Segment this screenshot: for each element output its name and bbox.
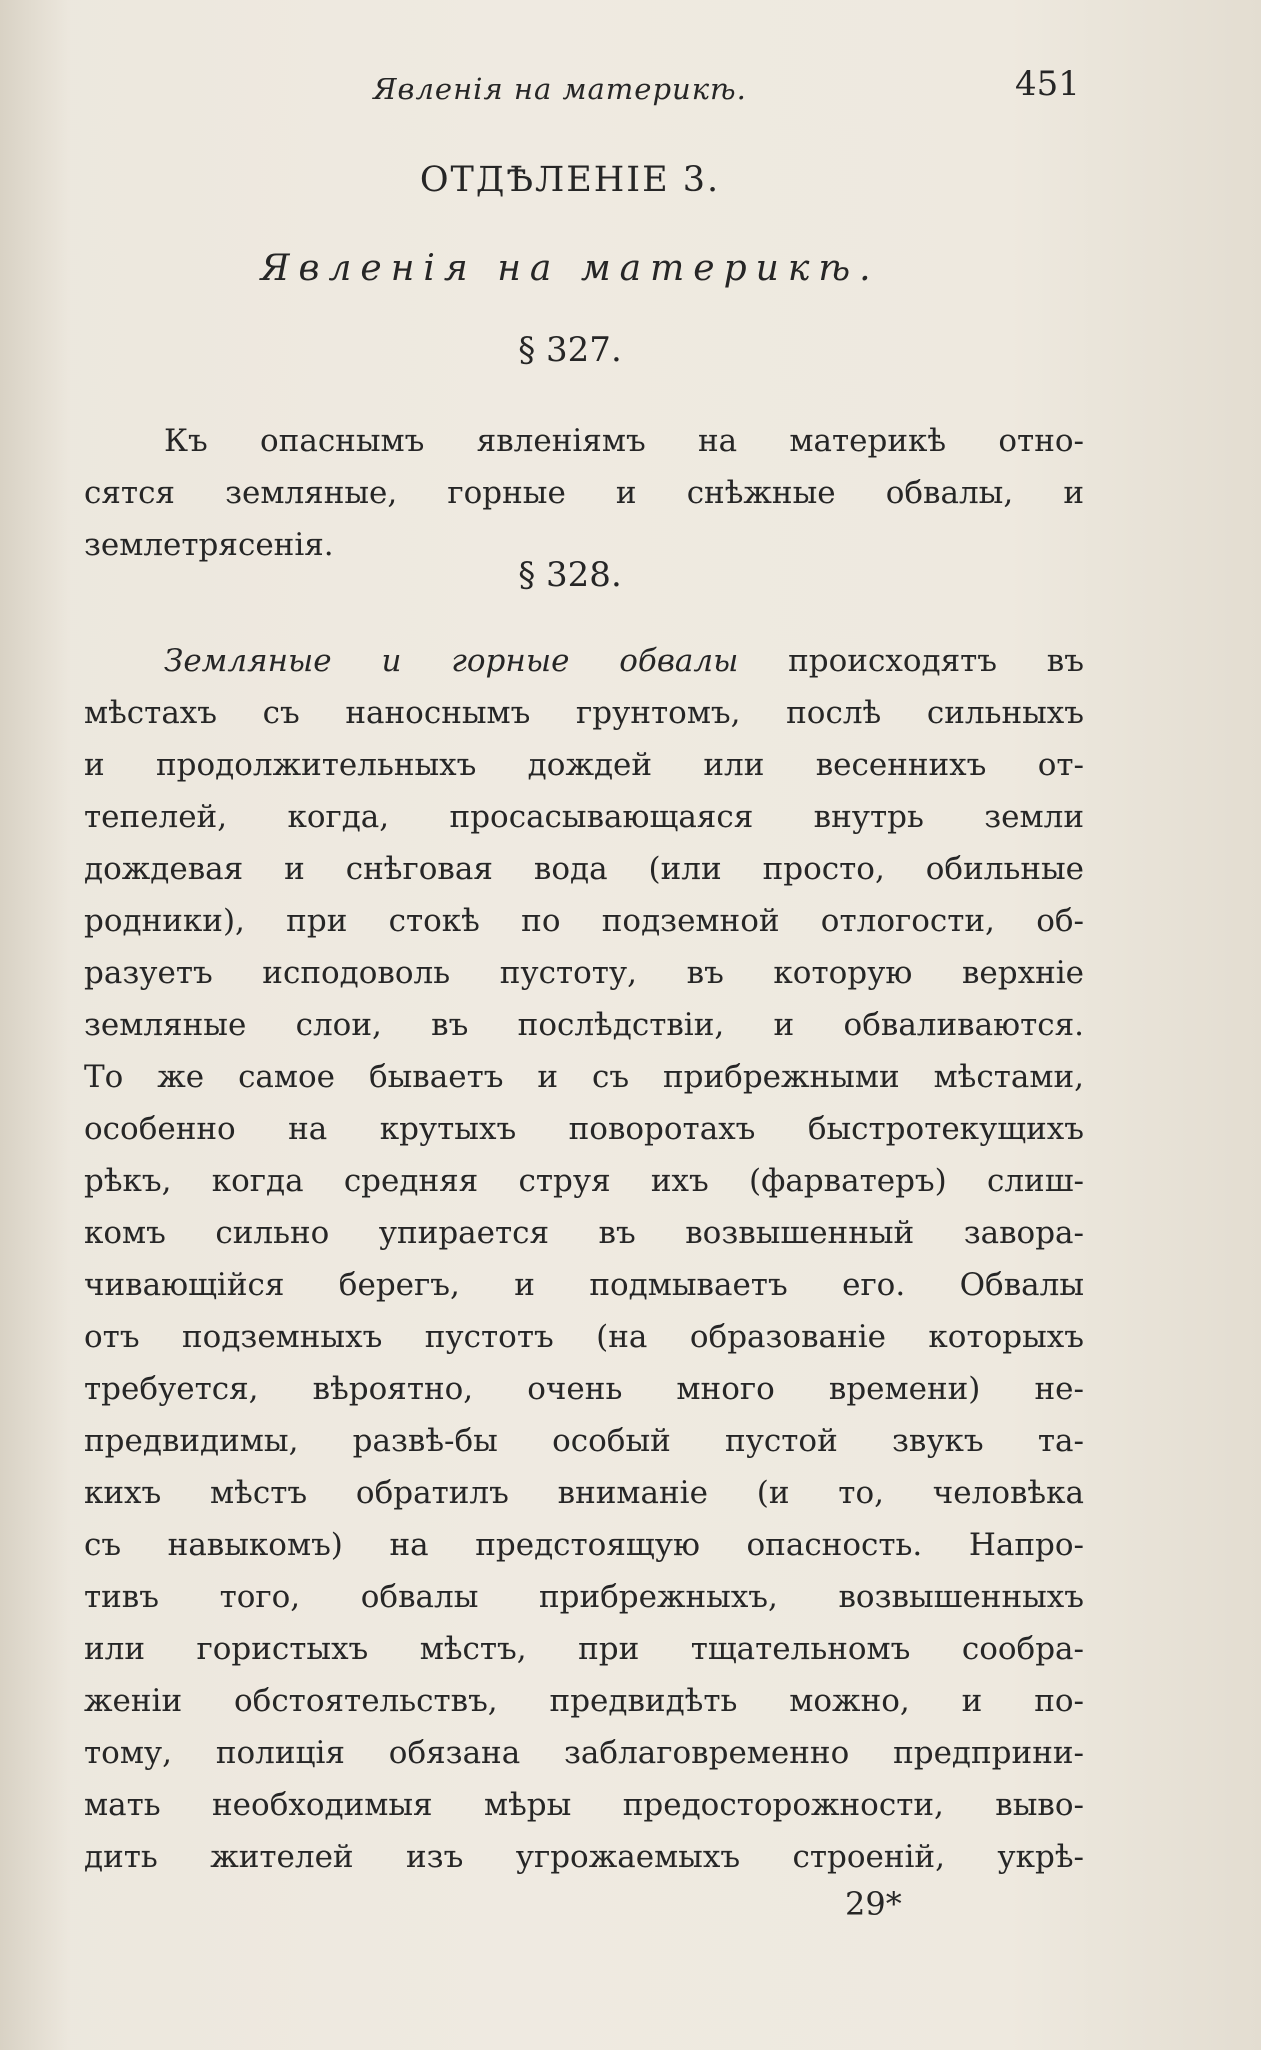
section-subtitle: Явленія на материкѣ.	[260, 248, 880, 289]
text-line: предвидимы, развѣ-бы особый пустой звукъ та-	[84, 1423, 1084, 1459]
lead-rest: происходятъ въ	[738, 643, 1084, 679]
paragraph-328-text	[84, 635, 1084, 1883]
section-title: ОТДѢЛЕНІЕ 3.	[419, 160, 721, 200]
paragraph-number-327: § 327.	[518, 330, 622, 370]
text-line: разуетъ исподоволь пустоту, въ которую верхніе	[84, 955, 1084, 991]
text-line-lead	[84, 635, 1084, 687]
italic-term: Земляные и горные обвалы	[164, 643, 739, 679]
text-line: землетрясенія.	[84, 527, 334, 563]
paragraph-327-text	[84, 415, 1084, 571]
text-line: женіи обстоятельствъ, предвидѣть можно, и по-	[84, 1683, 1084, 1719]
text-line: тепелей, когда, просасывающаяся внутрь земли	[84, 799, 1084, 835]
text-line: особенно на крутыхъ поворотахъ быстротекущихъ	[84, 1111, 1084, 1147]
text-line: земляные слои, въ послѣдствіи, и обваливаются.	[84, 1007, 1084, 1043]
text-line: дить жителей изъ угрожаемыхъ строеній, укрѣ-	[84, 1839, 1084, 1875]
page-number: 451	[1015, 64, 1080, 104]
text-line: Къ опаснымъ явленіямъ на материкѣ отно-	[164, 423, 1084, 459]
text-line: чивающійся берегъ, и подмываетъ его. Обвалы	[84, 1267, 1084, 1303]
text-line: сятся земляные, горные и снѣжные обвалы, и	[84, 475, 1084, 511]
text-line: дождевая и снѣговая вода (или просто, обильные	[84, 851, 1084, 887]
running-head: Явленія на материкѣ.	[373, 72, 747, 106]
text-line: рѣкъ, когда средняя струя ихъ (фарватеръ) слиш-	[84, 1163, 1084, 1199]
text-line: кихъ мѣстъ обратилъ вниманіе (и то, человѣка	[84, 1475, 1084, 1511]
text-line: съ навыкомъ) на предстоящую опасность. Напро-	[84, 1527, 1084, 1563]
text-line: тому, полиція обязана заблаговременно предприни-	[84, 1735, 1084, 1771]
text-line: отъ подземныхъ пустотъ (на образованіе которыхъ	[84, 1319, 1084, 1355]
text-line: тивъ того, обвалы прибрежныхъ, возвышенныхъ	[84, 1579, 1084, 1615]
signature-mark: 29*	[845, 1885, 902, 1923]
text-line: требуется, вѣроятно, очень много времени) не-	[84, 1371, 1084, 1407]
text-line: или гористыхъ мѣстъ, при тщательномъ сообра-	[84, 1631, 1084, 1667]
text-line: и продолжительныхъ дождей или весеннихъ от-	[84, 747, 1084, 783]
text-line: комъ сильно упирается въ возвышенный завора-	[84, 1215, 1084, 1251]
text-line: мѣстахъ съ наноснымъ грунтомъ, послѣ сильныхъ	[84, 695, 1084, 731]
text-line: То же самое бываетъ и съ прибрежными мѣстами,	[84, 1059, 1084, 1095]
text-line: родники), при стокѣ по подземной отлогости, об-	[84, 903, 1084, 939]
gutter-shadow	[0, 0, 70, 2050]
paragraph-number-328: § 328.	[518, 555, 622, 595]
text-line: мать необходимыя мѣры предосторожности, выво-	[84, 1787, 1084, 1823]
